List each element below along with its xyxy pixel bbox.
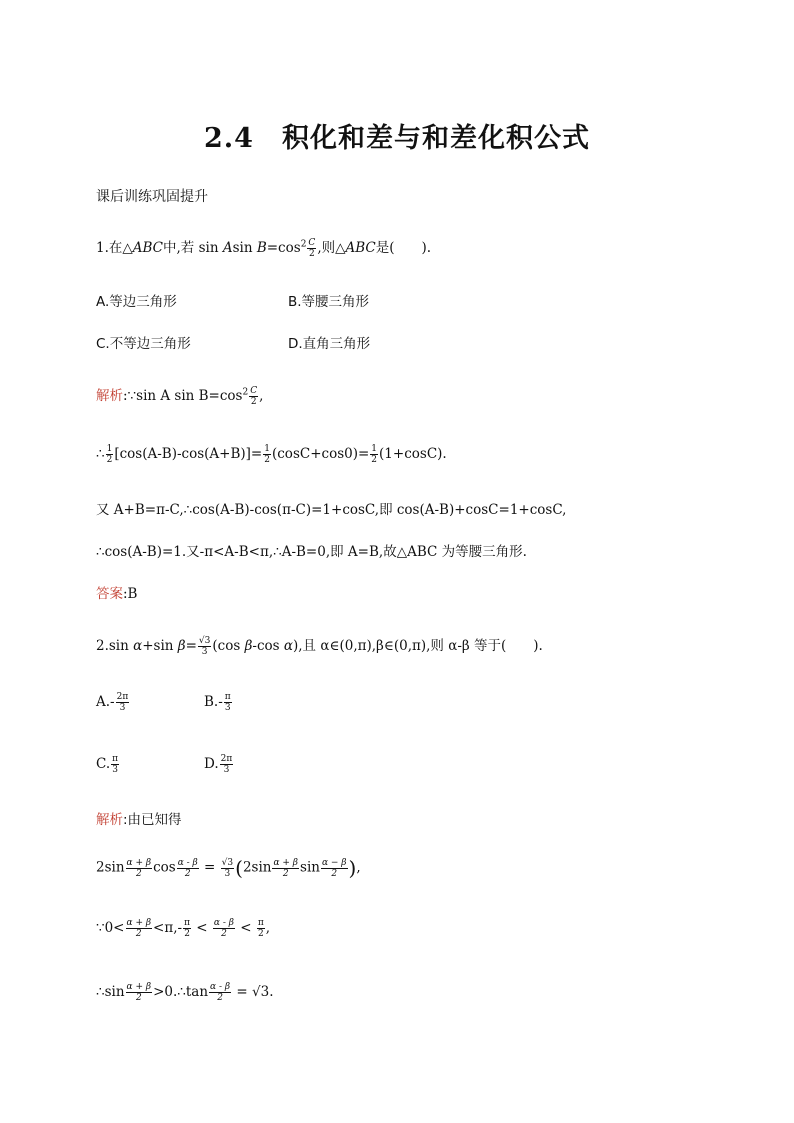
analysis-fraction [249, 386, 258, 407]
eq-text: < [235, 920, 256, 936]
q1-option-b: B.等腰三角形 [288, 294, 370, 310]
question-2-stem [96, 634, 543, 657]
frac-numerator: 1 [371, 444, 378, 454]
q1-fraction [307, 238, 316, 259]
eq-text: 2sin [242, 859, 272, 876]
q1-superscript: 2 [300, 239, 307, 250]
fraction [213, 918, 235, 939]
fraction [116, 692, 130, 713]
frac-numerator: α + β [126, 982, 152, 992]
frac-denominator: 3 [119, 703, 126, 713]
frac-numerator: 2π [220, 754, 233, 764]
analysis-text: ∴ [96, 446, 105, 462]
q1-text: B [256, 240, 267, 256]
frac-denominator: 2 [106, 455, 113, 465]
fraction [177, 858, 199, 879]
q1-option-d: D.直角三角形 [288, 336, 371, 352]
eq-text: , [356, 859, 361, 876]
q2-text: α [283, 638, 293, 654]
eq-text: sin [300, 859, 320, 876]
q1-analysis-line-1 [96, 384, 263, 407]
answer-label: 答案 [96, 586, 123, 602]
frac-numerator: C [308, 238, 316, 248]
fraction [126, 918, 153, 939]
frac-numerator: α - β [213, 918, 234, 928]
frac-denominator: 2 [282, 868, 289, 879]
q1-text: 是( ). [375, 240, 432, 256]
frac-denominator: 2 [309, 249, 315, 259]
q1-text: sin [232, 240, 257, 256]
left-paren: ( [235, 856, 243, 880]
analysis-superscript: 2 [242, 387, 249, 398]
analysis-text: (1+cosC). [379, 446, 447, 462]
fraction [183, 918, 191, 939]
eq-text: . [269, 984, 274, 1000]
frac-numerator: π [224, 692, 231, 702]
q1-analysis-line-2 [96, 444, 447, 465]
frac-numerator: π [112, 754, 119, 764]
frac-denominator: 2 [264, 455, 270, 465]
eq-text: cos [153, 859, 176, 876]
eq-text: ∵0< [96, 920, 125, 936]
option-label: B.- [204, 694, 223, 710]
frac-numerator: 2π [116, 692, 129, 702]
frac-numerator: α - β [210, 982, 231, 992]
fraction [257, 918, 265, 939]
q1-text: ABC [345, 240, 376, 256]
fraction [221, 858, 234, 879]
right-paren: ) [348, 856, 357, 880]
frac-denominator: 2 [331, 868, 338, 879]
fraction [106, 444, 114, 465]
q1-text: A [222, 240, 233, 256]
frac-denominator: 2 [184, 868, 191, 879]
eq-text: ∴sin [96, 984, 125, 1000]
q2-equation-3 [96, 982, 273, 1003]
frac-denominator: 2 [217, 993, 223, 1003]
fraction [111, 754, 119, 775]
q1-text: 1.在△ [96, 240, 133, 256]
analysis-text: (cosC+cos0)= [271, 446, 370, 462]
analysis-text: :由已知得 [123, 812, 182, 828]
analysis-label: 解析 [96, 812, 123, 828]
frac-denominator: 2 [135, 993, 142, 1003]
frac-numerator: α + β [126, 857, 152, 868]
q2-text: α [133, 638, 143, 654]
eq-text: √3 [251, 984, 270, 1000]
frac-denominator: 3 [201, 647, 208, 657]
q1-text: =cos [266, 240, 301, 256]
analysis-label: 解析 [96, 388, 123, 404]
fraction [370, 444, 378, 465]
frac-denominator: 3 [224, 703, 231, 713]
frac-numerator: √3 [221, 857, 234, 868]
q2-text: (cos [212, 638, 245, 654]
q2-text: +sin [142, 638, 178, 654]
eq-text: = [232, 984, 252, 1000]
frac-numerator: √3 [198, 636, 211, 646]
option-label: A.- [96, 694, 115, 710]
q1-text: 中,若 sin [163, 240, 223, 256]
frac-numerator: α − β [321, 857, 347, 868]
fraction [126, 982, 153, 1003]
frac-numerator: 1 [264, 444, 270, 454]
q2-text: β [177, 638, 186, 654]
fraction [224, 692, 232, 713]
frac-numerator: α - β [177, 857, 198, 868]
frac-numerator: α + β [126, 918, 152, 928]
q1-analysis-line-3: 又 A+B=π-C,∴cos(A-B)-cos(π-C)=1+cosC,即 cos(A-B)+cosC=1+cosC, [96, 502, 567, 518]
frac-denominator: 3 [224, 868, 231, 879]
q1-answer [96, 582, 137, 602]
eq-text: , [265, 920, 271, 936]
eq-text: < [192, 920, 212, 936]
frac-denominator: 2 [221, 929, 227, 939]
frac-denominator: 2 [250, 397, 257, 407]
q2-equation-2 [96, 918, 270, 939]
frac-numerator: 1 [106, 444, 113, 454]
frac-numerator: π [257, 918, 264, 928]
frac-denominator: 2 [184, 929, 190, 939]
analysis-text: , [259, 388, 264, 404]
q2-text: ),且 α∈(0,π),β∈(0,π),则 α-β 等于( ). [293, 638, 543, 654]
q2-text: -cos [252, 638, 284, 654]
frac-denominator: 2 [257, 929, 264, 939]
frac-numerator: π [184, 918, 191, 928]
q2-option-b [204, 692, 233, 713]
q2-fraction [198, 636, 211, 657]
page-title: 2.4 积化和差与和差化积公式 [204, 123, 590, 154]
q2-text: = [185, 638, 197, 654]
eq-text: = [199, 859, 220, 876]
q2-text: β [244, 638, 253, 654]
frac-denominator: 2 [135, 868, 142, 879]
frac-denominator: 3 [112, 765, 118, 775]
eq-text: <π,- [153, 920, 183, 936]
analysis-text: :∵sin A sin B=cos [123, 388, 243, 404]
question-1-stem [96, 236, 431, 259]
eq-text: 2sin [96, 859, 125, 876]
eq-text: >0.∴tan [153, 984, 209, 1000]
analysis-text: [cos(A-B)-cos(A+B)]= [114, 446, 263, 462]
option-label: C. [96, 756, 111, 772]
q1-option-c: C.不等边三角形 [96, 336, 191, 352]
q2-equation-1 [96, 856, 361, 880]
q1-text: ABC [132, 240, 164, 256]
q2-option-a [96, 692, 130, 713]
fraction [126, 858, 153, 879]
fraction [263, 444, 271, 465]
frac-numerator: C [250, 386, 258, 396]
fraction [209, 982, 231, 1003]
option-label: D. [204, 756, 219, 772]
frac-numerator: α + β [273, 857, 299, 868]
q1-option-a: A.等边三角形 [96, 294, 177, 310]
q2-text: 2.sin [96, 638, 134, 654]
section-heading: 课后训练巩固提升 [96, 189, 208, 205]
frac-denominator: 2 [371, 455, 378, 465]
q2-analysis-intro [96, 808, 182, 828]
frac-denominator: 2 [135, 929, 142, 939]
q2-option-d [204, 754, 234, 775]
answer-value: :B [123, 586, 138, 602]
q1-analysis-line-4: ∴cos(A-B)=1.又-π<A-B<π,∴A-B=0,即 A=B,故△ABC 为等腰三角形. [96, 544, 527, 560]
frac-denominator: 3 [223, 765, 230, 775]
q1-text: ,则△ [317, 240, 346, 256]
fraction [220, 754, 234, 775]
q2-option-c [96, 754, 120, 775]
fraction [272, 858, 299, 879]
fraction [321, 858, 348, 879]
